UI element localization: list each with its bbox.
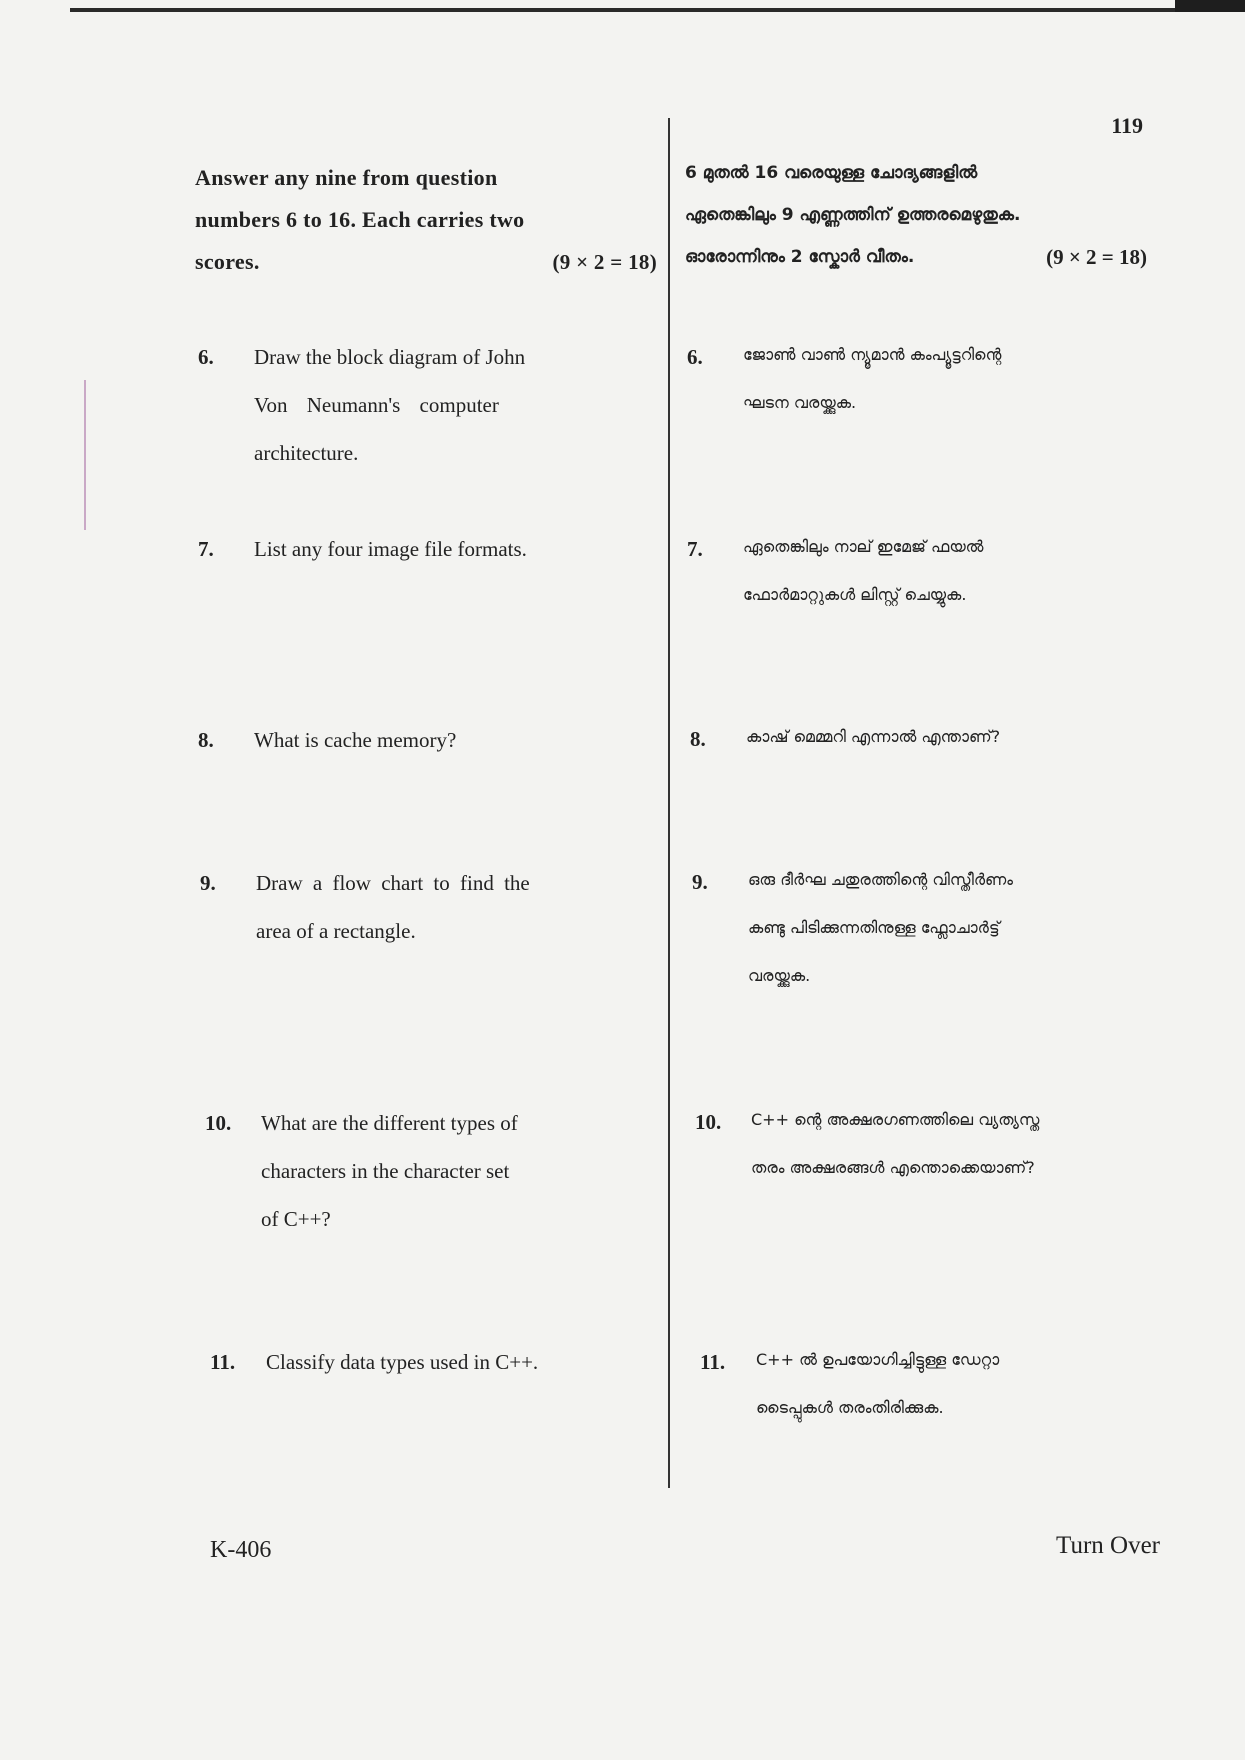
malayalam-question-11: [700, 1350, 999, 1432]
malayalam-instruction-line-1: 6 മുതൽ 16 വരെയുള്ള ചോദ്യങ്ങളിൽ: [685, 163, 978, 183]
question-line: C++ ന്റെ അക്ഷരഗണത്തിലെ വ്യത്യസ്ത: [751, 1110, 1040, 1129]
question-line: List any four image file formats.: [254, 537, 527, 561]
question-line: What are the different types of: [261, 1111, 518, 1135]
question-line: Von Neumann's computer: [254, 393, 499, 417]
malayalam-question-8: [690, 727, 1000, 761]
question-line: architecture.: [254, 441, 359, 465]
question-number: 7.: [198, 537, 214, 561]
malayalam-question-7: [687, 537, 984, 619]
question-text: [756, 1336, 999, 1432]
turn-over-label: Turn Over: [1056, 1532, 1160, 1559]
question-line: കണ്ടു പിടിക്കുന്നതിനുള്ള ഫ്ലോചാർട്ട്: [748, 918, 1000, 937]
english-instruction-line-3: [195, 241, 657, 283]
scan-top-edge: [70, 8, 1245, 12]
question-line: വരയ്ക്കുക.: [748, 966, 811, 985]
question-number: 11.: [700, 1350, 726, 1374]
question-number: 6.: [687, 345, 703, 369]
question-line: Classify data types used in C++.: [266, 1350, 539, 1374]
question-line: Draw the block diagram of John: [254, 345, 526, 369]
question-number: 7.: [687, 537, 703, 561]
question-text: [751, 1096, 1039, 1192]
question-text: [254, 716, 456, 764]
question-line: What is cache memory?: [254, 728, 457, 752]
question-line: ടൈപ്പുകൾ തരംതിരിക്കുക.: [756, 1398, 944, 1417]
question-number: 9.: [200, 871, 216, 895]
malayalam-question-9: [692, 870, 1013, 1000]
question-number: 10.: [695, 1110, 722, 1134]
column-divider: [668, 118, 670, 1488]
question-text: [256, 859, 530, 955]
english-question-9: [200, 871, 530, 955]
question-number: 8.: [690, 727, 706, 751]
question-line: ഏതെങ്കിലും നാല് ഇമേജ് ഫയൽ: [743, 537, 984, 556]
question-text: [261, 1099, 518, 1243]
question-line: of C++?: [261, 1207, 331, 1231]
question-line: Draw a flow chart to find the: [256, 871, 530, 895]
question-line: ജോൺ വാൺ ന്യൂമാൻ കംപ്യൂട്ടറിന്റെ: [743, 345, 1002, 364]
question-line: C++ ൽ ഉപയോഗിച്ചിട്ടുള്ള ഡേറ്റാ: [756, 1350, 1000, 1369]
scan-corner-shadow: [1175, 0, 1245, 12]
malayalam-score: (9 × 2 = 18): [1046, 245, 1147, 269]
malayalam-instruction-line-2: ഏതെങ്കിലും 9 എണ്ണത്തിന് ഉത്തരമെഴുതുക.: [685, 205, 1021, 225]
english-question-6: [198, 345, 525, 477]
english-instruction-line-2: numbers 6 to 16. Each carries two: [195, 207, 525, 232]
question-text: [254, 333, 525, 477]
question-text: [743, 523, 984, 619]
question-line: ഫോർമാറ്റുകൾ ലിസ്റ്റ് ചെയ്യുക.: [743, 585, 967, 604]
question-number: 9.: [692, 870, 708, 894]
english-instruction-line-1: Answer any nine from question: [195, 165, 498, 190]
malayalam-instruction: [685, 152, 1147, 278]
question-number: 11.: [210, 1350, 236, 1374]
malayalam-instruction-line-3-text: ഓരോന്നിനും 2 സ്കോർ വീതം.: [685, 247, 915, 267]
question-line: characters in the character set: [261, 1159, 510, 1183]
question-number: 10.: [205, 1111, 232, 1135]
question-line: area of a rectangle.: [256, 919, 416, 943]
question-text: [743, 331, 1001, 427]
question-line: തരം അക്ഷരങ്ങൾ എന്തൊക്കെയാണ്?: [751, 1158, 1035, 1177]
question-number: 6.: [198, 345, 214, 369]
question-text: [748, 856, 1013, 1000]
english-instruction-line-3-text: scores.: [195, 249, 260, 274]
english-score: (9 × 2 = 18): [552, 250, 657, 274]
question-line: ഘടന വരയ്ക്കുക.: [743, 393, 857, 412]
question-text: [254, 525, 527, 573]
question-line: കാഷ് മെമ്മറി എന്നാൽ എന്താണ്?: [746, 727, 1001, 746]
english-instruction: [195, 157, 657, 283]
question-text: [266, 1338, 538, 1386]
english-question-10: [205, 1111, 518, 1243]
english-question-8: [198, 728, 456, 764]
paper-code: K-406: [210, 1537, 272, 1563]
english-question-11: [210, 1350, 538, 1386]
page-number: 119: [1111, 113, 1143, 138]
margin-pen-mark: [84, 380, 86, 530]
malayalam-instruction-line-3: [685, 236, 1147, 278]
malayalam-question-6: [687, 345, 1001, 427]
question-number: 8.: [198, 728, 214, 752]
question-line: ഒരു ദീർഘ ചതുരത്തിന്റെ വിസ്തീർണം: [748, 870, 1013, 889]
malayalam-question-10: [695, 1110, 1039, 1192]
english-question-7: [198, 537, 527, 573]
question-text: [746, 713, 1000, 761]
